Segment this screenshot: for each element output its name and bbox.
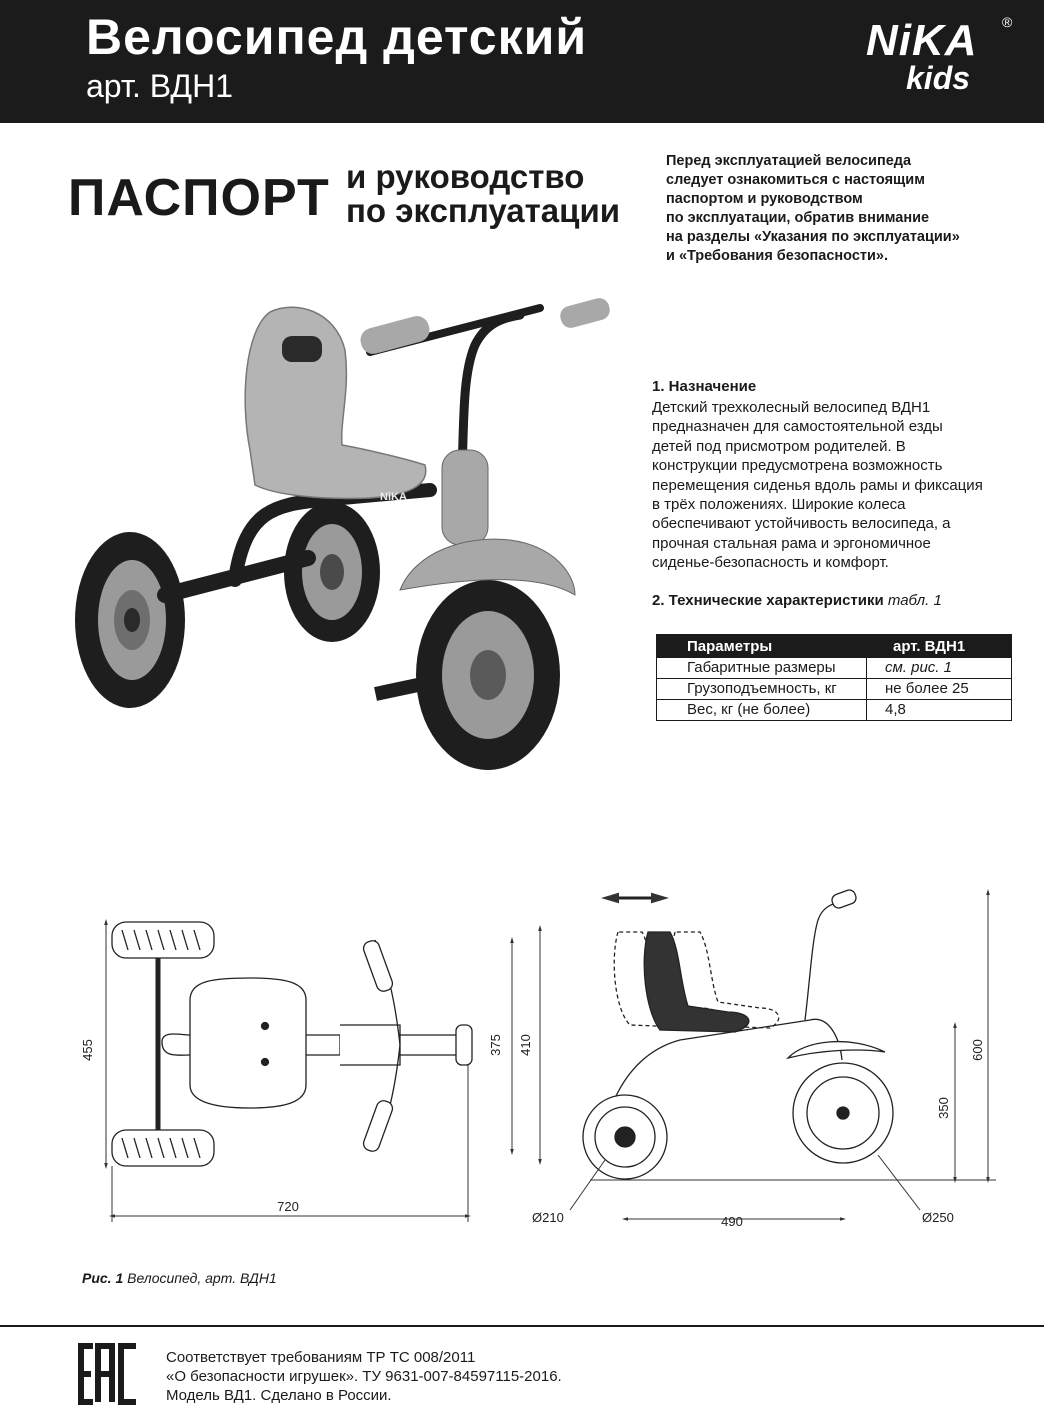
dim-410: 410 xyxy=(518,1034,533,1056)
specs-cell: Грузоподъемность, кг xyxy=(657,679,867,700)
side-view-drawing xyxy=(583,888,893,1179)
specs-header-model: арт. ВДН1 xyxy=(867,635,1012,658)
figure-text: Велосипед, арт. ВДН1 xyxy=(127,1270,277,1286)
specs-cell: не более 25 xyxy=(867,679,1012,700)
specs-title-text: 2. Технические характеристики xyxy=(652,592,884,609)
specs-table xyxy=(656,634,1012,721)
safety-notice: Перед эксплуатацией велосипеда следует ознакомиться с настоящим паспортом и руководством по эксплуатации, обратив внимание на разделы «Указания по эксплуатации» и «Требования безопасности». xyxy=(666,153,960,264)
dim-210: Ø210 xyxy=(532,1210,564,1225)
figure-label: Рис. 1 xyxy=(82,1270,124,1286)
specs-cell: Вес, кг (не более) xyxy=(657,700,867,721)
specs-cell: 4,8 xyxy=(867,700,1012,721)
dim-455: 455 xyxy=(80,1039,95,1061)
footer-divider xyxy=(0,1325,1044,1327)
frame-brand-mark: NiKA xyxy=(380,491,407,503)
dimension-drawings xyxy=(70,870,1030,1250)
specs-cell: см. рис. 1 xyxy=(867,658,1012,679)
dim-490: 490 xyxy=(721,1214,743,1229)
table-row xyxy=(657,658,1012,679)
product-article: арт. ВДН1 xyxy=(86,68,233,104)
specs-header-param: Параметры xyxy=(657,635,867,658)
logo-main: NiKA xyxy=(866,16,978,65)
specs-header-row xyxy=(657,635,1012,658)
certificate-text: Соответствует требованиям ТР ТС 008/2011 «О безопасности игрушек». ТУ 9631-007-84597115-2016. Модель ВД1. Сделано в России. xyxy=(166,1349,562,1404)
front-wheel xyxy=(416,580,560,770)
specs-table-ref: табл. 1 xyxy=(887,592,942,609)
table-row xyxy=(657,679,1012,700)
top-view-dimensions xyxy=(106,922,540,1222)
eac-mark-icon xyxy=(76,1340,140,1408)
figure-caption xyxy=(82,1270,277,1286)
specs-cell: Габаритные размеры xyxy=(657,658,867,679)
tricycle-photo xyxy=(70,290,620,780)
rear-right-wheel xyxy=(284,502,380,642)
header-banner xyxy=(0,0,1044,123)
logo-registered: ® xyxy=(1002,14,1013,30)
logo-sub: kids xyxy=(906,60,971,96)
specs-title xyxy=(652,592,942,609)
passport-subheading xyxy=(346,160,620,228)
passport-heading: ПАСПОРТ xyxy=(68,169,330,227)
dim-350: 350 xyxy=(936,1097,951,1119)
subheading-line-1: и руководство xyxy=(346,158,585,195)
subheading-line-2: по эксплуатации xyxy=(346,192,621,229)
top-view-drawing xyxy=(112,922,472,1166)
product-title: Велосипед детский xyxy=(86,9,588,65)
dim-375: 375 xyxy=(488,1034,503,1056)
table-row xyxy=(657,700,1012,721)
rear-left-wheel xyxy=(75,532,185,708)
purpose-text: Детский трехколесный велосипед ВДН1 предназначен для самостоятельной езды детей под присмотром родителей. В конструкции предусмотрена возможность перемещения сиденья вдоль рамы и фиксация в трёх положениях. Широкие колеса обеспечивают устойчивость велосипеда, а прочная стальная рама и эргономичное сиденье-безопасность и комфорт. xyxy=(652,399,983,572)
nika-kids-logo xyxy=(860,14,1030,104)
purpose-title: 1. Назначение xyxy=(652,378,757,395)
dim-720: 720 xyxy=(277,1199,299,1214)
dim-600: 600 xyxy=(970,1039,985,1061)
dim-250: Ø250 xyxy=(922,1210,954,1225)
